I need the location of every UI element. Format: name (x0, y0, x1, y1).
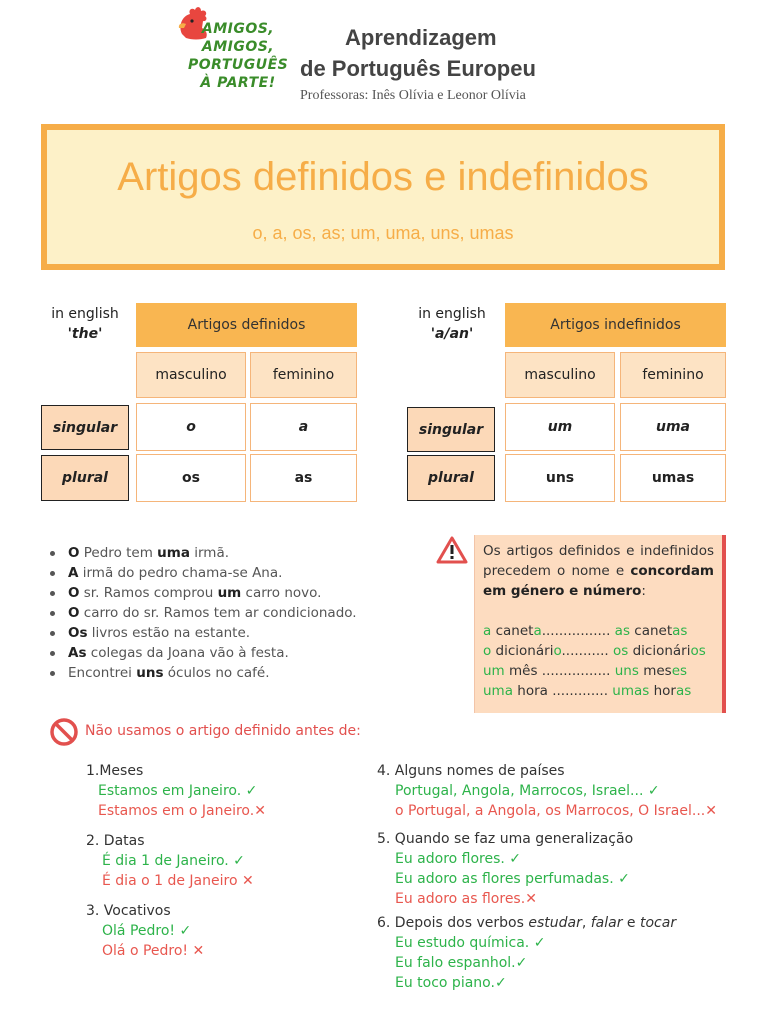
list-item: Encontrei uns óculos no café. (48, 663, 357, 683)
logo-line: AMIGOS, (201, 21, 275, 37)
check-icon: ✓ (241, 783, 258, 799)
row-singular: singular (41, 405, 129, 450)
singular-fem: uma (620, 403, 726, 451)
singular-masc: o (136, 403, 246, 451)
logo-line: AMIGOS, (201, 39, 275, 55)
english-word: 'a/an' (430, 326, 474, 342)
logo-line: PORTUGUÊS (188, 57, 289, 73)
note-pair: a caneta................ as canetas (483, 623, 688, 639)
correct-example: Eu estudo química. ✓ (395, 935, 546, 951)
note-pair: um mês ................ uns meses (483, 663, 688, 679)
rule-title: 2. Datas (86, 833, 145, 849)
note-pair: o dicionário........... os dicionários (483, 643, 706, 659)
wrong-example: Eu adoro as flores.✕ (395, 891, 537, 907)
rules-title: Não usamos o artigo definido antes de: (85, 723, 361, 739)
plural-fem: umas (620, 454, 726, 502)
rules-left-column (86, 761, 346, 961)
list-item: O Pedro tem uma irmã. (48, 543, 357, 563)
check-icon: ✓ (175, 923, 192, 939)
english-word: 'the' (67, 326, 103, 342)
check-icon: ✓ (228, 853, 245, 869)
page-title-line1: Aprendizagem (345, 25, 497, 50)
row-plural: plural (41, 455, 129, 501)
list-item: O sr. Ramos comprou um carro novo. (48, 583, 357, 603)
plural-masc: os (136, 454, 246, 502)
list-item: O carro do sr. Ramos tem ar condicionado. (48, 603, 357, 623)
check-icon: ✓ (529, 935, 546, 951)
correct-example: É dia 1 de Janeiro. ✓ (102, 853, 245, 869)
cross-icon: ✕ (525, 891, 537, 907)
wrong-example: Estamos em o Janeiro.✕ (98, 803, 266, 819)
cross-icon: ✕ (705, 803, 717, 819)
singular-fem: a (250, 403, 357, 451)
list-item: As colegas da Joana vão à festa. (48, 643, 357, 663)
correct-example: Olá Pedro! ✓ (102, 923, 192, 939)
rule-title: 3. Vocativos (86, 903, 171, 919)
table-header: Artigos definidos (136, 303, 357, 347)
rules-right-column (377, 761, 747, 993)
rule-title: 4. Alguns nomes de países (377, 763, 565, 779)
check-icon: ✓ (613, 871, 630, 887)
correct-example: Eu adoro flores. ✓ (395, 851, 522, 867)
note-text: Os artigos definidos e indefinidos precedem o nome e concordam em género e número: (483, 543, 714, 599)
logo (170, 4, 290, 104)
list-item: Os livros estão na estante. (48, 623, 357, 643)
rule-title: 6. Depois dos verbos estudar, falar e tocar (377, 915, 677, 931)
row-singular: singular (407, 407, 495, 452)
table-header: Artigos indefinidos (505, 303, 726, 347)
wrong-example: É dia o 1 de Janeiro ✕ (102, 873, 254, 889)
examples-list (48, 543, 357, 683)
note-pair: uma hora ............. umas horas (483, 683, 692, 699)
banner-title: Artigos definidos e indefinidos (117, 155, 649, 199)
logo-text (188, 20, 288, 92)
gender-masc: masculino (505, 352, 615, 398)
wrong-example: Olá o Pedro! ✕ (102, 943, 205, 959)
correct-example: Eu adoro as flores perfumadas. ✓ (395, 871, 630, 887)
wrong-example: o Portugal, a Angola, os Marrocos, O Israel...✕ (395, 803, 717, 819)
teachers-credit: Professoras: Inês Olívia e Leonor Olívia (300, 88, 526, 103)
plural-masc: uns (505, 454, 615, 502)
check-icon: ✓ (494, 975, 507, 991)
page-title-line2: de Português Europeu (300, 56, 536, 81)
english-label-text: in english (418, 306, 486, 322)
correct-example: Eu falo espanhol.✓ (395, 955, 528, 971)
rule-title: 1.Meses (86, 763, 144, 779)
gender-masc: masculino (136, 352, 246, 398)
logo-line: À PARTE! (200, 75, 276, 91)
correct-example: Eu toco piano.✓ (395, 975, 507, 991)
singular-masc: um (505, 403, 615, 451)
english-label-text: in english (51, 306, 119, 322)
correct-example: Estamos em Janeiro. ✓ (98, 783, 258, 799)
correct-example: Portugal, Angola, Marrocos, Israel... ✓ (395, 783, 660, 799)
cross-icon: ✕ (188, 943, 205, 959)
check-icon: ✓ (504, 851, 522, 867)
gender-fem: feminino (250, 352, 357, 398)
english-label (407, 304, 497, 344)
cross-icon: ✕ (237, 873, 254, 889)
check-icon: ✓ (515, 955, 528, 971)
row-plural: plural (407, 455, 495, 501)
title-banner (41, 124, 725, 270)
check-icon: ✓ (643, 783, 660, 799)
list-item: A irmã do pedro chama-se Ana. (48, 563, 357, 583)
english-label (40, 304, 130, 344)
gender-fem: feminino (620, 352, 726, 398)
warning-icon (436, 536, 468, 564)
cross-icon: ✕ (254, 803, 266, 819)
banner-subtitle: o, a, os, as; um, uma, uns, umas (252, 223, 514, 243)
rule-title: 5. Quando se faz uma generalização (377, 831, 634, 847)
agreement-note (474, 535, 726, 713)
prohibited-icon (49, 717, 79, 747)
plural-fem: as (250, 454, 357, 502)
